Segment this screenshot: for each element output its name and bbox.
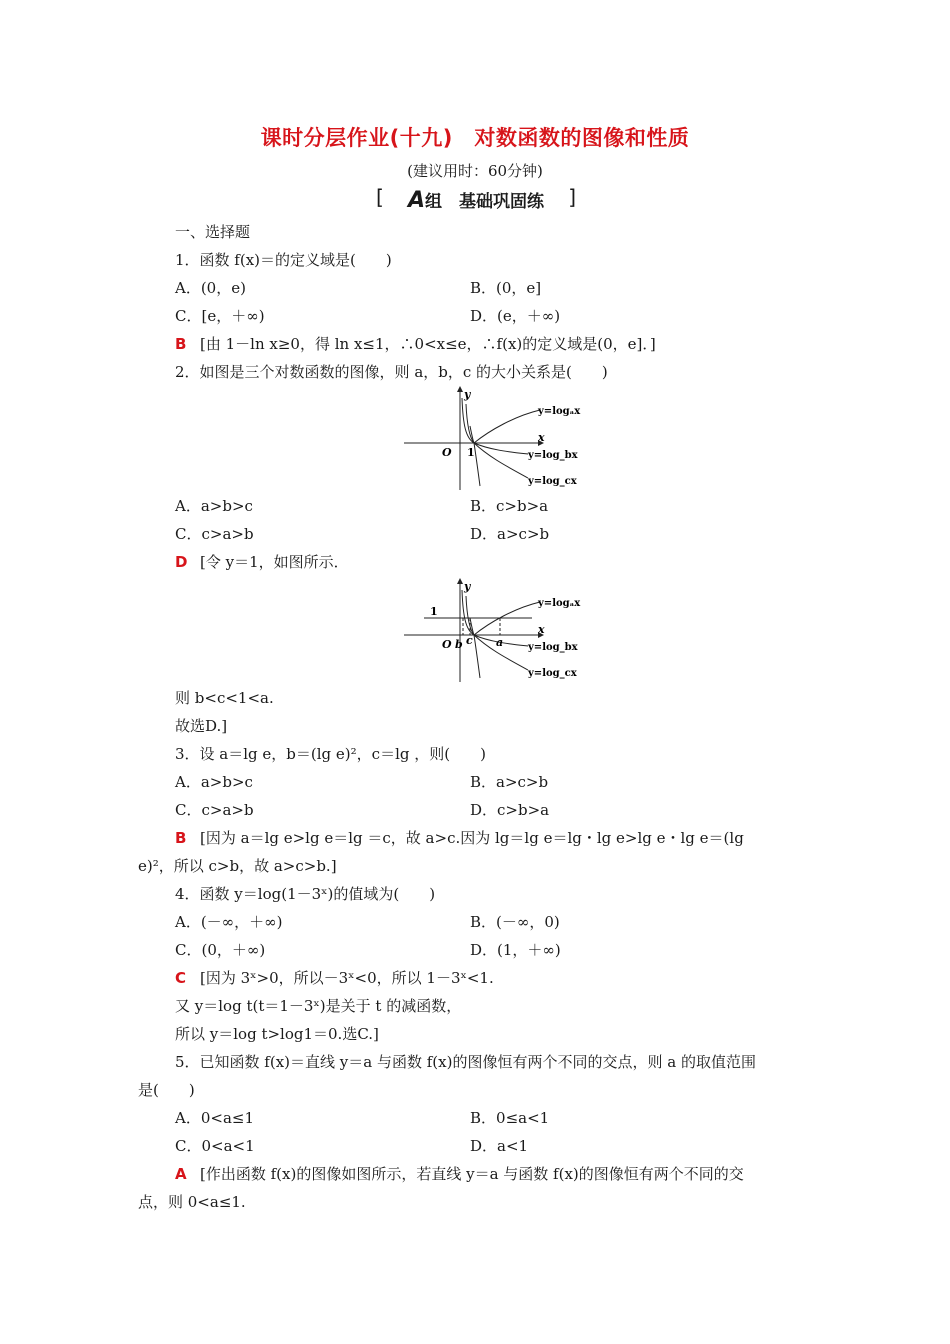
fig2-c-label: c [466, 634, 473, 647]
fig1-label-log-a: y=logₐx [538, 406, 581, 417]
fig2-one-label: 1 [430, 605, 438, 618]
fig2-label-log-a: y=logₐx [538, 598, 581, 609]
q2-stem: 2．如图是三个对数函数的图像，则 a，b，c 的大小关系是( ) [175, 363, 608, 381]
q4-stem: 4．函数 y＝log(1－3ˣ)的值域为( ) [175, 885, 436, 903]
q2-answer: D [175, 553, 188, 571]
q4-answer: C [175, 969, 187, 987]
fig2-label-log-c: y=log_cx [528, 668, 577, 679]
q2-conclusion: 则 b<c<1<a. [175, 689, 274, 707]
q4-option-d: D．(1，＋∞) [470, 941, 561, 959]
q1-option-a: A．(0，e) [175, 279, 246, 297]
figure-2-graph [400, 578, 590, 684]
bracket-open: [ [376, 185, 384, 209]
q3-option-c: C．c>a>b [175, 801, 254, 819]
q2-option-a: A．a>b>c [175, 497, 253, 515]
curve-log-c [470, 426, 528, 486]
q2-choose: 故选D.] [175, 717, 228, 735]
fig1-one-label: 1 [467, 446, 475, 459]
q3-answer: B [175, 829, 187, 847]
q5-stem-2: 是( ) [138, 1081, 195, 1099]
q1-stem: 1．函数 f(x)＝的定义域是( ) [175, 251, 392, 269]
fig2-b-label: b [455, 638, 463, 651]
q3-option-b: B．a>c>b [470, 773, 549, 791]
q1-option-b: B．(0，e] [470, 279, 542, 297]
fig1-x-axis-label: x [538, 431, 545, 444]
q4-explanation-1: [因为 3ˣ>0，所以－3ˣ<0，所以 1－3ˣ<1. [200, 969, 494, 987]
q3-option-a: A．a>b>c [175, 773, 253, 791]
q5-stem-1: 5．已知函数 f(x)＝直线 y＝a 与函数 f(x)的图像恒有两个不同的交点，则 a 的取值范围 [175, 1053, 756, 1071]
q4-option-c: C．(0，＋∞) [175, 941, 266, 959]
q5-option-a: A．0<a≤1 [175, 1109, 254, 1127]
q1-explanation: [由 1－ln x≥0，得 ln x≤1，∴0<x≤e，∴f(x)的定义域是(0，e]．] [200, 335, 656, 353]
fig1-origin-label: O [442, 446, 452, 459]
figure-1-graph [400, 386, 590, 492]
q2-explanation: [令 y＝1，如图所示． [200, 553, 349, 571]
time-note: (建议用时：60分钟) [407, 162, 543, 180]
fig2-x-axis-label: x [538, 623, 545, 636]
bracket-close: ] [568, 185, 576, 209]
fig2-origin-label: O [442, 638, 452, 651]
q3-explanation-1: [因为 a＝lg e>lg e＝lg ＝c，故 a>c.因为 lg＝lg e＝lg・lg e>lg e・lg e＝(lg [200, 829, 744, 847]
fig2-y-axis-label: y [464, 580, 471, 593]
q2-option-c: C．c>a>b [175, 525, 254, 543]
q4-explanation-3: 所以 y＝log t>log1＝0.选C.] [175, 1025, 379, 1043]
q3-explanation-2: e)²，所以 c>b，故 a>c>b.] [138, 857, 337, 875]
q1-option-c: C．[e，＋∞) [175, 307, 265, 325]
group-letter: A [407, 188, 426, 213]
q5-option-b: B．0≤a<1 [470, 1109, 550, 1127]
q2-option-b: B．c>b>a [470, 497, 549, 515]
q4-option-a: A．(－∞，＋∞) [175, 913, 283, 931]
q3-option-d: D．c>b>a [470, 801, 550, 819]
q3-stem: 3．设 a＝lg e，b＝(lg e)²，c＝lg ，则( ) [175, 745, 486, 763]
q5-explanation-1: [作出函数 f(x)的图像如图所示，若直线 y＝a 与函数 f(x)的图像恒有两个不同的交 [200, 1165, 744, 1183]
q1-answer: B [175, 335, 187, 353]
group-heading [376, 187, 576, 213]
q2-option-d: D．a>c>b [470, 525, 550, 543]
q5-option-d: D．a<1 [470, 1137, 529, 1155]
section-heading: 一、选择题 [175, 223, 251, 241]
q5-explanation-2: 点，则 0<a≤1. [138, 1193, 246, 1211]
q4-explanation-2: 又 y＝log t(t＝1－3ˣ)是关于 t 的减函数， [175, 997, 462, 1015]
page-title: 课时分层作业(十九) 对数函数的图像和性质 [260, 126, 690, 150]
curve-log-a [466, 404, 540, 443]
q5-answer: A [175, 1165, 187, 1183]
fig2-label-log-b: y=log_bx [528, 642, 578, 653]
q1-option-d: D．(e，＋∞) [470, 307, 561, 325]
q5-option-c: C．0<a<1 [175, 1137, 255, 1155]
q4-option-b: B．(－∞，0) [470, 913, 560, 931]
fig1-label-log-b: y=log_bx [528, 450, 578, 461]
fig1-y-axis-label: y [464, 388, 471, 401]
group-label: 组 基础巩固练 [425, 192, 545, 212]
fig1-label-log-c: y=log_cx [528, 476, 577, 487]
fig2-a-label: a [496, 636, 504, 649]
